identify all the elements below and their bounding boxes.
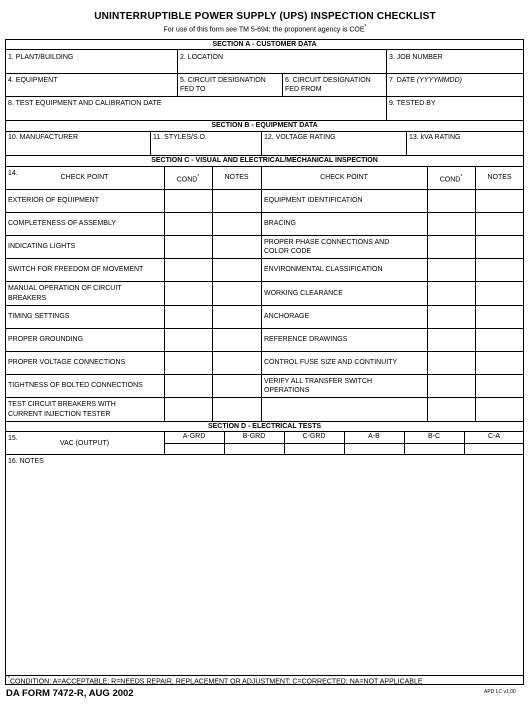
- divider: [164, 166, 165, 421]
- notes-header-left: NOTES: [224, 174, 249, 181]
- form-subtitle: For use of this form see TM 5-694; the proponent agency is COE*: [163, 24, 367, 34]
- styles-label: 11. STYLES/S.O.: [153, 134, 207, 141]
- divider: [344, 431, 345, 454]
- cond-header-left: COND*: [176, 174, 200, 184]
- divider: [261, 166, 262, 421]
- plant-building-label: 1. PLANT/BUILDING: [8, 54, 74, 61]
- check-point: ENVIRONMENTAL CLASSIFICATION: [264, 266, 383, 274]
- check-point: TEST CIRCUIT BREAKERS WITH CURRENT INJECTION TESTER: [8, 401, 116, 418]
- divider: [386, 96, 387, 120]
- vac-output-label: VAC (OUTPUT): [59, 440, 110, 447]
- divider: [164, 431, 165, 454]
- location-label: 2. LOCATION: [180, 54, 224, 61]
- circuit-fed-to-label: 5. CIRCUIT DESIGNATION FED TO: [180, 77, 266, 93]
- divider: [5, 120, 524, 121]
- divider: [464, 431, 465, 454]
- test-col-c-grd: C-GRD: [302, 433, 326, 440]
- section-c-title: SECTION C - VISUAL AND ELECTRICAL/MECHANICAL INSPECTION: [151, 157, 378, 164]
- divider: [5, 421, 524, 422]
- section-b-title: SECTION B - EQUIPMENT DATA: [211, 122, 318, 129]
- divider: [475, 166, 476, 421]
- divider: [5, 131, 524, 132]
- check-point: EXTERIOR OF EQUIPMENT: [8, 197, 100, 205]
- divider: [150, 131, 151, 155]
- check-point: BRACING: [264, 220, 296, 228]
- form-number: DA FORM 7472-R, AUG 2002: [6, 688, 134, 699]
- item-14-number: 14.: [8, 170, 18, 177]
- check-point-header-right: CHECK POINT: [320, 174, 368, 181]
- check-point: VERIFY ALL TRANSFER SWITCH OPERATIONS: [264, 377, 373, 394]
- circuit-fed-from-label: 6. CIRCUIT DESIGNATION FED FROM: [285, 77, 371, 93]
- divider: [5, 49, 524, 50]
- voltage-rating-label: 12. VOLTAGE RATING: [264, 134, 336, 141]
- form-title: UNINTERRUPTIBLE POWER SUPPLY (UPS) INSPECTION CHECKLIST: [94, 11, 436, 22]
- divider: [5, 431, 524, 432]
- check-point: MANUAL OPERATION OF CIRCUIT BREAKERS: [8, 285, 122, 302]
- check-point: TIMING SETTINGS: [8, 313, 70, 321]
- test-col-c-a: C-A: [487, 433, 501, 440]
- divider: [212, 166, 213, 421]
- divider: [5, 155, 524, 156]
- divider: [5, 166, 524, 167]
- check-point: [264, 398, 424, 421]
- manufacturer-label: 10. MANUFACTURER: [8, 134, 79, 141]
- section-a-title: SECTION A - CUSTOMER DATA: [212, 41, 317, 48]
- check-point-header-left: CHECK POINT: [60, 174, 109, 181]
- notes-header-right: NOTES: [487, 174, 512, 181]
- test-col-b-c: B-C: [427, 433, 441, 440]
- divider: [427, 166, 428, 421]
- kva-rating-label: 13. kVA RATING: [409, 134, 461, 141]
- test-equipment-label: 8. TEST EQUIPMENT AND CALIBRATION DATE: [8, 100, 162, 107]
- divider: [5, 96, 524, 97]
- divider: [282, 73, 283, 96]
- item-15-number: 15.: [8, 435, 18, 442]
- divider: [5, 73, 524, 74]
- check-point: PROPER VOLTAGE CONNECTIONS: [8, 359, 126, 367]
- section-d-title: SECTION D - ELECTRICAL TESTS: [207, 423, 322, 430]
- equipment-label: 4. EQUIPMENT: [8, 77, 58, 84]
- divider: [406, 131, 407, 155]
- divider: [284, 431, 285, 454]
- tested-by-label: 9. TESTED BY: [389, 100, 436, 107]
- job-number-label: 3. JOB NUMBER: [389, 54, 443, 61]
- check-point: EQUIPMENT IDENTIFICATION: [264, 197, 363, 205]
- test-col-b-grd: B-GRD: [242, 433, 266, 440]
- test-col-a-grd: A-GRD: [182, 433, 206, 440]
- check-point: COMPLETENESS OF ASSEMBLY: [8, 220, 117, 228]
- check-point: CONTROL FUSE SIZE AND CONTINUITY: [264, 359, 398, 367]
- check-point: PROPER PHASE CONNECTIONS AND COLOR CODE: [264, 238, 390, 255]
- divider: [224, 431, 225, 454]
- divider: [177, 73, 178, 96]
- check-point: REFERENCE DRAWINGS: [264, 336, 348, 344]
- date-label: 7. DATE (YYYYMMDD): [389, 77, 463, 84]
- check-point: SWITCH FOR FREEDOM OF MOVEMENT: [8, 266, 144, 274]
- test-col-a-b: A-B: [368, 433, 380, 440]
- condition-key: *CONDITION: A=ACCEPTABLE; R=NEEDS REPAIR, REPLACEMENT OR ADJUSTMENT; C=CORRECTED; NA=NOT APPLICABLE: [8, 676, 423, 686]
- check-point: WORKING CLEARANCE: [264, 289, 343, 297]
- notes-label: 16. NOTES: [8, 458, 44, 465]
- apd-version: APD LC v1.00: [484, 689, 516, 695]
- check-point: PROPER GROUNDING: [8, 336, 84, 344]
- divider: [177, 49, 178, 73]
- divider: [261, 131, 262, 155]
- check-point: ANCHORAGE: [264, 313, 310, 321]
- divider: [5, 454, 524, 455]
- divider: [404, 431, 405, 454]
- check-point: INDICATING LIGHTS: [8, 243, 76, 251]
- check-point: TIGHTNESS OF BOLTED CONNECTIONS: [8, 382, 143, 390]
- cond-header-right: COND*: [439, 174, 463, 184]
